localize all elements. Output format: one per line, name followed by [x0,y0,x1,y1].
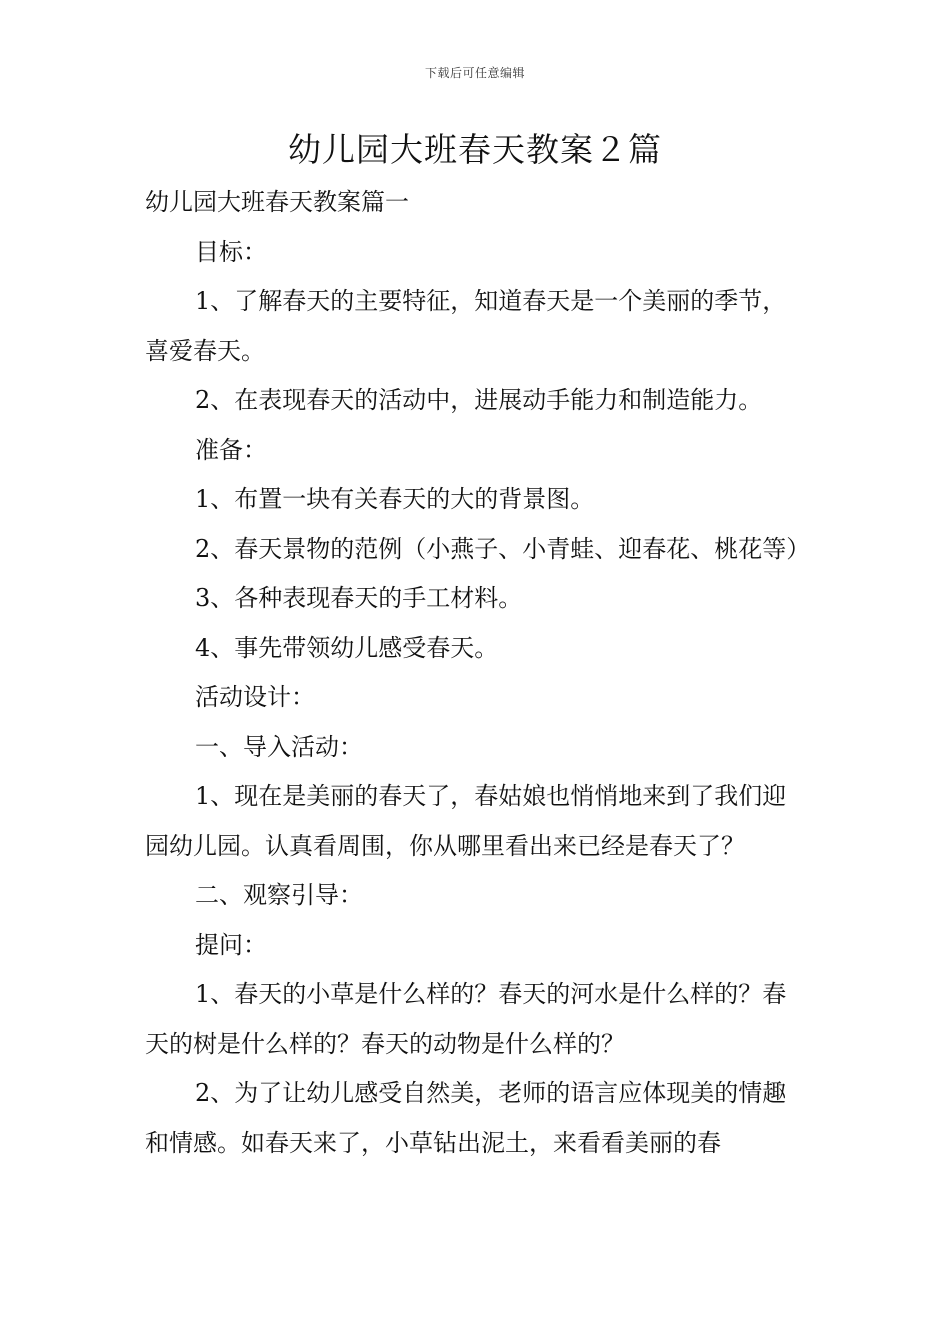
document-title: 幼儿园大班春天教案２篇 [288,130,662,169]
paragraph: 2、为了让幼儿感受自然美，老师的语言应体现美的情趣和情感。如春天来了，小草钻出泥土，来看看美丽的春 [145,1079,787,1157]
paragraph: 1、布置一块有关春天的大的背景图。 [195,485,595,513]
paragraph: 一、导入活动： [195,732,363,761]
document-body [145,178,810,1168]
paragraph: 2、春天景物的范例（小燕子、小青蛙、迎春花、桃花等） [195,534,811,563]
paragraph: 二、观察引导： [195,881,363,909]
paragraph: 准备： [195,435,267,464]
paragraph: 4、事先带领幼儿感受春天。 [195,633,499,662]
paragraph: 目标： [195,237,267,266]
section-heading: 幼儿园大班春天教案篇一 [145,188,409,216]
paragraph: 3、各种表现春天的手工材料。 [195,584,523,612]
paragraph: 2、在表现春天的活动中，进展动手能力和制造能力。 [195,386,763,414]
paragraph: 提问： [195,930,267,959]
paragraph: 1、现在是美丽的春天了，春姑娘也悄悄地来到了我们迎园幼儿园。认真看周围，你从哪里看出来已经是春天了？ [145,782,787,860]
paragraph: 活动设计： [195,683,315,711]
header-note: 下载后可任意编辑 [424,66,525,80]
paragraph: 1、了解春天的主要特征，知道春天是一个美丽的季节，喜爱春天。 [145,287,787,365]
paragraph: 1、春天的小草是什么样的？春天的河水是什么样的？春天的树是什么样的？春天的动物是什么样的？ [145,980,787,1058]
